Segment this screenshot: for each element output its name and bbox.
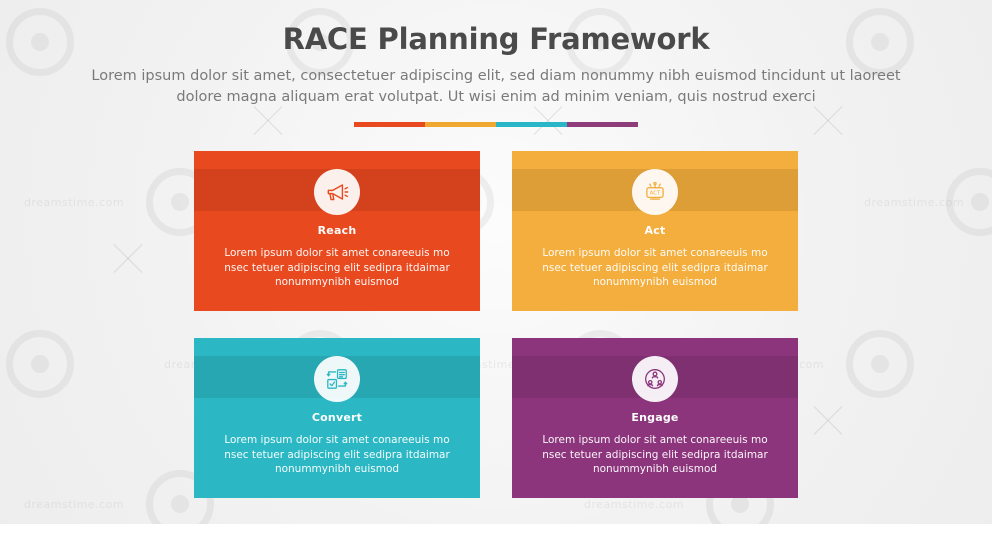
checklist-transfer-icon	[314, 356, 360, 402]
card-title: Convert	[311, 411, 363, 424]
header	[0, 0, 992, 127]
watermark-text: dreamstime.com	[444, 358, 545, 371]
card-engage[interactable]	[512, 338, 798, 498]
card-description: Lorem ipsum dolor sit amet conareeuis mo nsec tetuer adipiscing elit sedipra itdaimar nonummynibh euismod	[542, 247, 768, 288]
accent-underline	[354, 122, 638, 127]
watermark-ring	[6, 330, 74, 398]
watermark-text: dreamstime.com	[864, 196, 965, 209]
card-description: Lorem ipsum dolor sit amet conareeuis mo nsec tetuer adipiscing elit sedipra itdaimar nonummynibh euismod	[224, 247, 450, 288]
megaphone-icon	[314, 169, 360, 215]
card-convert[interactable]	[194, 338, 480, 498]
watermark-cross	[108, 238, 148, 278]
card-title: Engage	[631, 411, 679, 424]
page-subtitle: Lorem ipsum dolor sit amet, consectetuer adipiscing elit, sed diam nonummy nibh euismod tincidunt ut laoreet dolore magna aliquam erat volutpat. Ut wisi enim ad minim veniam, quis nostrud exerci	[91, 68, 901, 105]
cards-grid	[194, 151, 798, 498]
people-network-icon	[632, 356, 678, 402]
watermark-text: dreamstime.com	[24, 196, 125, 209]
act-badge-icon	[632, 169, 678, 215]
watermark-text: dreamstime.com	[24, 498, 125, 511]
bottom-strip	[0, 524, 992, 558]
card-act[interactable]	[512, 151, 798, 311]
watermark-ring	[946, 168, 992, 236]
accent-bar-act	[425, 122, 496, 127]
accent-bar-reach	[354, 122, 425, 127]
accent-bar-engage	[567, 122, 638, 127]
card-description: Lorem ipsum dolor sit amet conareeuis mo nsec tetuer adipiscing elit sedipra itdaimar nonummynibh euismod	[542, 434, 768, 475]
watermark-ring	[846, 330, 914, 398]
watermark-cross	[808, 400, 848, 440]
accent-bar-convert	[496, 122, 567, 127]
card-reach[interactable]	[194, 151, 480, 311]
card-title: Act	[644, 224, 666, 237]
svg-text:ACT: ACT	[649, 190, 661, 197]
page-title: RACE Planning Framework	[282, 22, 710, 56]
card-title: Reach	[317, 224, 357, 237]
card-description: Lorem ipsum dolor sit amet conareeuis mo nsec tetuer adipiscing elit sedipra itdaimar nonummynibh euismod	[224, 434, 450, 475]
watermark-text: dreamstime.com	[584, 498, 685, 511]
